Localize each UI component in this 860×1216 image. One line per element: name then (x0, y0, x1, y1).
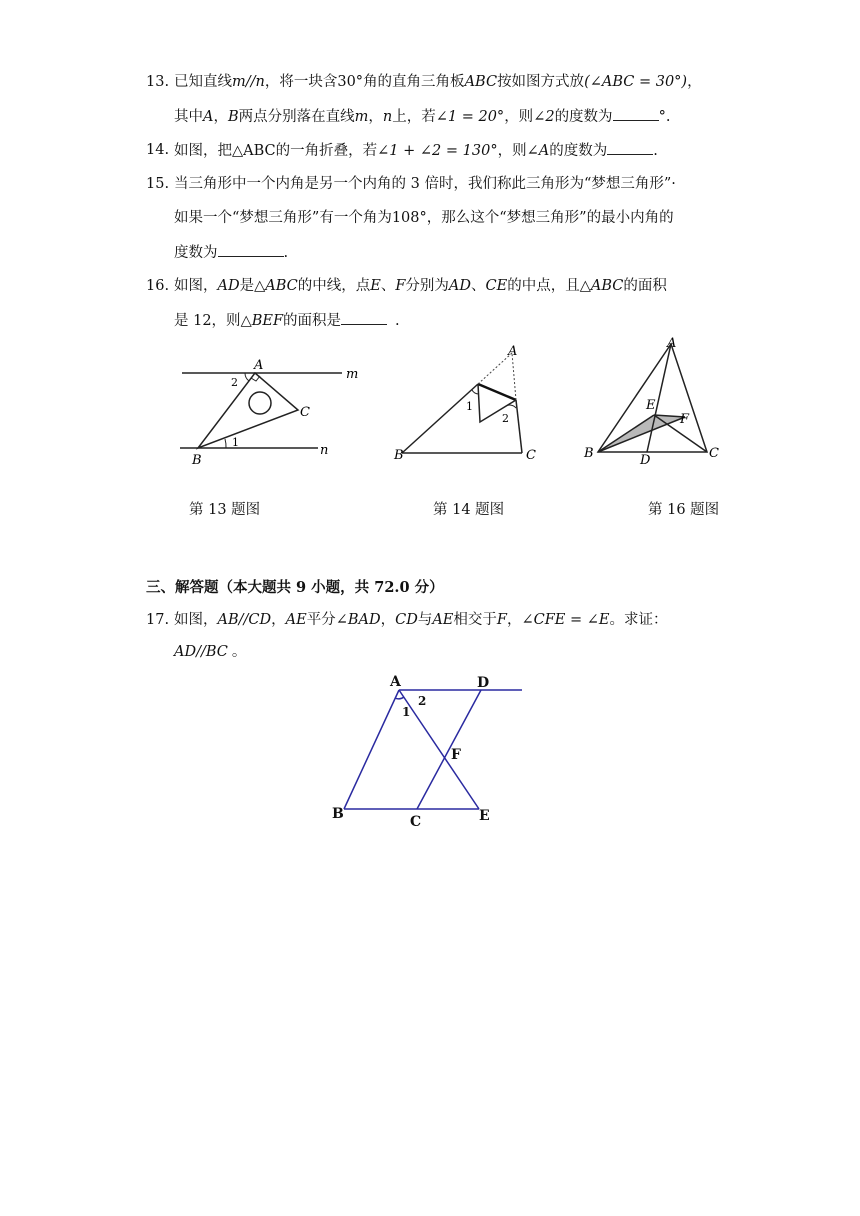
text-segment: 。 (231, 644, 247, 660)
dotted-original-side-1 (478, 353, 512, 384)
angle-1-arc (225, 439, 226, 448)
math-symbol: F (496, 612, 507, 628)
text-segment: 如图， (174, 278, 218, 294)
text-segment: . (283, 245, 289, 261)
math-symbol: CE (485, 278, 508, 294)
text-segment: 其中 (174, 109, 203, 125)
math-expression: AB//CD (217, 612, 272, 628)
math-symbol: AD (448, 278, 472, 294)
text-segment: ， (271, 612, 286, 628)
text-segment: 的一角折叠，若 (275, 143, 378, 159)
segment-bf (598, 417, 685, 452)
math-symbol: E (370, 278, 381, 294)
side-ba-lower (402, 384, 478, 453)
math-symbol: CD (395, 612, 418, 628)
line-ae (399, 690, 479, 809)
folded-corner (478, 384, 516, 422)
text-segment: 如图，把 (174, 143, 232, 159)
label-angle-2: 2 (502, 412, 509, 425)
question-text-line-1 (174, 174, 676, 194)
text-segment: 上，若 (392, 109, 436, 125)
text-segment: ， (368, 109, 383, 125)
answer-blank (218, 242, 284, 257)
label-A: A (254, 358, 264, 373)
answer-blank (341, 310, 387, 325)
label-angle-1: 1 (466, 400, 473, 413)
label-angle-2: 2 (231, 376, 238, 389)
figure-16-caption: 第 16 题图 (648, 502, 720, 518)
math-expression: 108° (391, 210, 427, 226)
label-A: A (390, 674, 401, 690)
answer-blank (613, 106, 659, 121)
label-n: n (320, 443, 329, 458)
line-dc (417, 690, 481, 809)
text-segment: 是 12，则 (174, 313, 241, 329)
text-segment: 的中线，点 (297, 278, 371, 294)
math-expression: △ABC (254, 278, 298, 294)
text-segment: ， (380, 612, 396, 628)
text-segment: 、 (380, 278, 396, 294)
math-expression: m//n (232, 74, 265, 90)
math-symbol: AE (432, 612, 454, 628)
question-text-line-2 (174, 310, 400, 331)
question-text-line-3 (174, 242, 288, 263)
math-expression: ∠A (526, 143, 550, 159)
math-expression: AD//BC (174, 644, 228, 660)
text-segment: 按如图方式放 (497, 74, 585, 90)
label-C: C (300, 405, 310, 420)
text-segment: 的中点，且 (507, 278, 580, 294)
label-E: E (479, 808, 490, 824)
label-C: C (709, 446, 719, 461)
label-angle-2: 2 (418, 694, 427, 708)
figure-16 (578, 332, 728, 472)
answer-blank (607, 140, 653, 155)
text-segment: ，则 (497, 143, 527, 159)
math-expression: ∠1 = 20° (435, 109, 505, 125)
question-text-line-2 (174, 642, 246, 662)
math-symbol: ABC (464, 74, 498, 90)
text-segment: 相交于 (453, 612, 497, 628)
text-segment: °. (658, 109, 671, 125)
angle-2-arc (506, 405, 516, 408)
section-3-heading: 三、解答题（本大题共 9 小题，共 72.0 分） (146, 579, 444, 596)
text-segment: 、 (471, 278, 486, 294)
figure-13 (170, 350, 370, 470)
label-B: B (332, 806, 344, 822)
text-segment: ，那么这个“梦想三角形”的最小内角的 (426, 210, 674, 226)
question-number: 14. (146, 142, 170, 158)
label-B: B (192, 453, 202, 468)
math-expression: ∠BAD (335, 612, 381, 628)
text-segment: 与 (417, 612, 433, 628)
label-m: m (346, 367, 359, 382)
label-C: C (410, 814, 422, 830)
text-segment: ，将一块含 (264, 74, 338, 90)
question-text-line-1 (174, 140, 658, 161)
math-expression: △ABC (579, 278, 624, 294)
label-angle-1: 1 (402, 705, 411, 719)
math-expression: △ABC (232, 143, 276, 159)
label-D: D (477, 675, 490, 691)
text-segment: 当三角形中一个内角是另一个内角的 3 倍时，我们称此三角形为“梦想三角形”· (174, 176, 676, 192)
math-expression: ∠CFE = ∠E (521, 612, 610, 628)
text-segment: 平分 (306, 612, 336, 628)
question-number: 17. (146, 612, 170, 628)
figure-14-caption: 第 14 题图 (433, 502, 505, 518)
math-symbol: m (354, 109, 369, 125)
text-segment: . (395, 313, 400, 329)
text-segment: . (653, 143, 658, 159)
label-F: F (451, 747, 461, 763)
text-segment: 角的直角三角板 (363, 74, 465, 90)
figure-17 (326, 672, 536, 832)
label-C: C (526, 448, 536, 463)
text-segment: 的度数为 (554, 109, 613, 125)
question-text-line-1 (174, 276, 667, 296)
math-symbol: n (382, 109, 393, 125)
math-expression: ∠1 + ∠2 = 130° (377, 143, 498, 159)
text-segment: 度数为 (174, 245, 218, 261)
fold-line (478, 384, 516, 400)
text-segment: 的面积是 (283, 313, 342, 329)
side-ca-lower (516, 400, 522, 453)
math-expression: △BEF (240, 313, 284, 329)
question-text-line-1 (174, 610, 667, 630)
text-segment: 。求证： (609, 612, 668, 628)
text-segment: 分别为 (405, 278, 449, 294)
label-angle-1: 1 (232, 436, 239, 449)
ruler-hole-circle (249, 392, 271, 414)
label-F: F (680, 412, 690, 427)
text-segment: ， (506, 612, 522, 628)
figure-14 (390, 342, 550, 470)
label-E: E (646, 398, 656, 413)
math-symbol: AE (285, 612, 307, 628)
question-number: 13. (146, 74, 170, 90)
label-A: A (667, 336, 677, 351)
figure-13-caption: 第 13 题图 (189, 502, 261, 518)
question-number: 15. (146, 176, 170, 192)
line-ab (344, 690, 399, 809)
text-segment: 如果一个“梦想三角形”有一个角为 (174, 210, 392, 226)
question-text-line-2 (174, 106, 670, 127)
label-B: B (394, 448, 404, 463)
question-text-line-1 (174, 72, 702, 92)
angle-2-arc (245, 373, 249, 381)
text-segment: ，则 (504, 109, 534, 125)
text-segment: ， (213, 109, 228, 125)
dotted-original-side-2 (512, 353, 516, 400)
text-segment: 的面积 (623, 278, 667, 294)
label-A: A (508, 344, 518, 359)
text-segment: 如图， (174, 612, 218, 628)
math-symbol: A (203, 109, 214, 125)
text-segment: 是 (239, 278, 255, 294)
math-symbol: F (395, 278, 406, 294)
text-segment: 已知直线 (174, 74, 232, 90)
triangle-abc (198, 373, 298, 448)
math-expression: (∠ABC = 30°) (584, 74, 688, 90)
math-expression: 30° (337, 74, 364, 90)
text-segment: 的度数为 (549, 143, 608, 159)
label-B: B (584, 446, 594, 461)
text-segment: ， (687, 74, 702, 90)
question-number: 16. (146, 278, 170, 294)
question-text-line-2 (174, 208, 674, 228)
label-D: D (640, 453, 651, 468)
math-expression: ∠2 (533, 109, 555, 125)
text-segment: 两点分别落在直线 (238, 109, 355, 125)
math-symbol: AD (217, 278, 240, 294)
math-symbol: B (227, 109, 239, 125)
